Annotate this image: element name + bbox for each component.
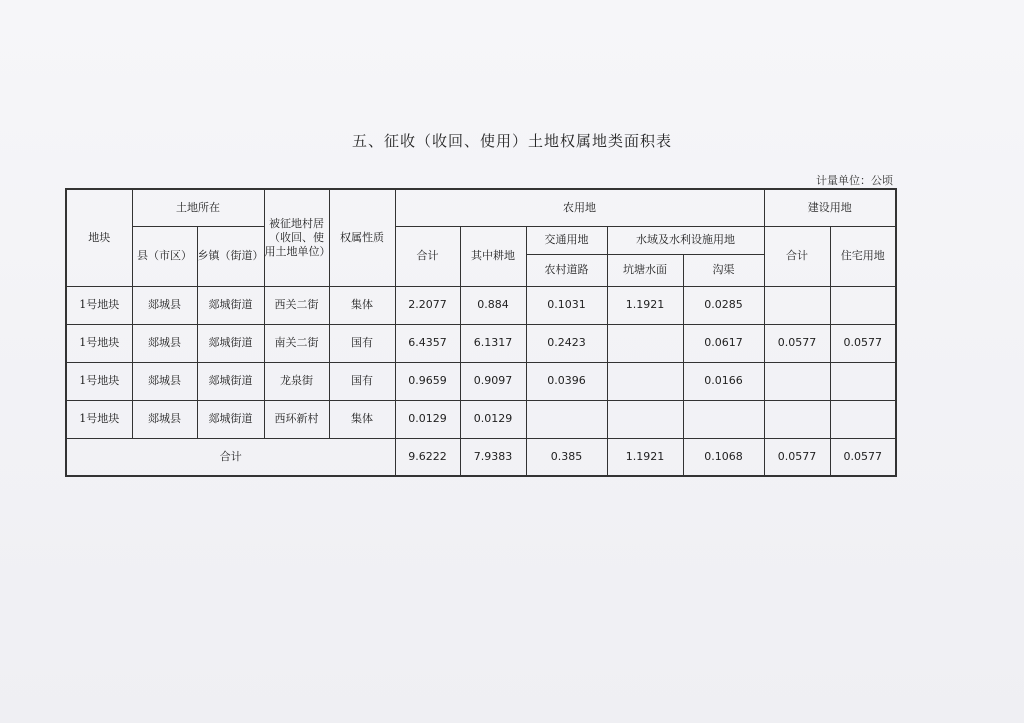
cell-total: 0.0129: [395, 400, 460, 438]
cell-c-total: [764, 362, 830, 400]
table-row: [66, 286, 896, 324]
land-area-table: [65, 188, 897, 477]
cell-county: 郯城县: [132, 324, 197, 362]
cell-road: 0.0396: [526, 362, 607, 400]
cell-town: 郯城街道: [197, 324, 264, 362]
summary-pond: 1.1921: [607, 438, 683, 476]
cell-plot: 1号地块: [66, 362, 132, 400]
cell-residential: [830, 400, 896, 438]
summary-residential: 0.0577: [830, 438, 896, 476]
cell-ownership: 集体: [329, 400, 395, 438]
header-c-total: 合计: [764, 226, 830, 286]
cell-road: 0.1031: [526, 286, 607, 324]
cell-cultivated: 0.0129: [460, 400, 526, 438]
header-farmland: 农用地: [395, 189, 764, 226]
summary-row: [66, 438, 896, 476]
header-pond: 坑塘水面: [607, 254, 683, 286]
header-location: 土地所在: [132, 189, 264, 226]
header-county: 县（市区）: [132, 226, 197, 286]
cell-cultivated: 0.9097: [460, 362, 526, 400]
cell-pond: [607, 362, 683, 400]
table-row: [66, 324, 896, 362]
cell-plot: 1号地块: [66, 400, 132, 438]
cell-pond: [607, 400, 683, 438]
cell-total: 0.9659: [395, 362, 460, 400]
cell-county: 郯城县: [132, 362, 197, 400]
cell-ownership: 集体: [329, 286, 395, 324]
summary-ditch: 0.1068: [683, 438, 764, 476]
cell-c-total: 0.0577: [764, 324, 830, 362]
summary-c-total: 0.0577: [764, 438, 830, 476]
cell-c-total: [764, 400, 830, 438]
cell-cultivated: 6.1317: [460, 324, 526, 362]
cell-town: 郯城街道: [197, 362, 264, 400]
cell-town: 郯城街道: [197, 286, 264, 324]
cell-total: 2.2077: [395, 286, 460, 324]
header-village: 被征地村居（收回、使用土地单位）: [264, 189, 329, 286]
cell-county: 郯城县: [132, 286, 197, 324]
cell-village: 西环新村: [264, 400, 329, 438]
cell-cultivated: 0.884: [460, 286, 526, 324]
summary-cultivated: 7.9383: [460, 438, 526, 476]
cell-road: 0.2423: [526, 324, 607, 362]
header-residential: 住宅用地: [830, 226, 896, 286]
cell-ownership: 国有: [329, 362, 395, 400]
cell-county: 郯城县: [132, 400, 197, 438]
table-row: [66, 400, 896, 438]
header-water: 水域及水利设施用地: [607, 226, 764, 254]
cell-ditch: [683, 400, 764, 438]
cell-ownership: 国有: [329, 324, 395, 362]
cell-residential: 0.0577: [830, 324, 896, 362]
header-total: 合计: [395, 226, 460, 286]
header-transport: 交通用地: [526, 226, 607, 254]
cell-total: 6.4357: [395, 324, 460, 362]
cell-village: 南关二街: [264, 324, 329, 362]
cell-village: 西关二街: [264, 286, 329, 324]
unit-label: 计量单位：公顷: [816, 174, 893, 187]
cell-pond: [607, 324, 683, 362]
summary-label: 合计: [66, 438, 395, 476]
table-row: [66, 362, 896, 400]
header-town: 乡镇（街道）: [197, 226, 264, 286]
header-ownership: 权属性质: [329, 189, 395, 286]
header-ditch: 沟渠: [683, 254, 764, 286]
cell-ditch: 0.0617: [683, 324, 764, 362]
summary-road: 0.385: [526, 438, 607, 476]
header-construction: 建设用地: [764, 189, 896, 226]
cell-residential: [830, 286, 896, 324]
cell-town: 郯城街道: [197, 400, 264, 438]
cell-plot: 1号地块: [66, 324, 132, 362]
cell-plot: 1号地块: [66, 286, 132, 324]
cell-ditch: 0.0285: [683, 286, 764, 324]
header-plot: 地块: [66, 189, 132, 286]
cell-ditch: 0.0166: [683, 362, 764, 400]
cell-road: [526, 400, 607, 438]
header-rural-road: 农村道路: [526, 254, 607, 286]
cell-village: 龙泉街: [264, 362, 329, 400]
summary-total: 9.6222: [395, 438, 460, 476]
cell-pond: 1.1921: [607, 286, 683, 324]
header-cultivated: 其中耕地: [460, 226, 526, 286]
cell-residential: [830, 362, 896, 400]
cell-c-total: [764, 286, 830, 324]
document-title: 五、征收（收回、使用）土地权属地类面积表: [351, 132, 672, 150]
